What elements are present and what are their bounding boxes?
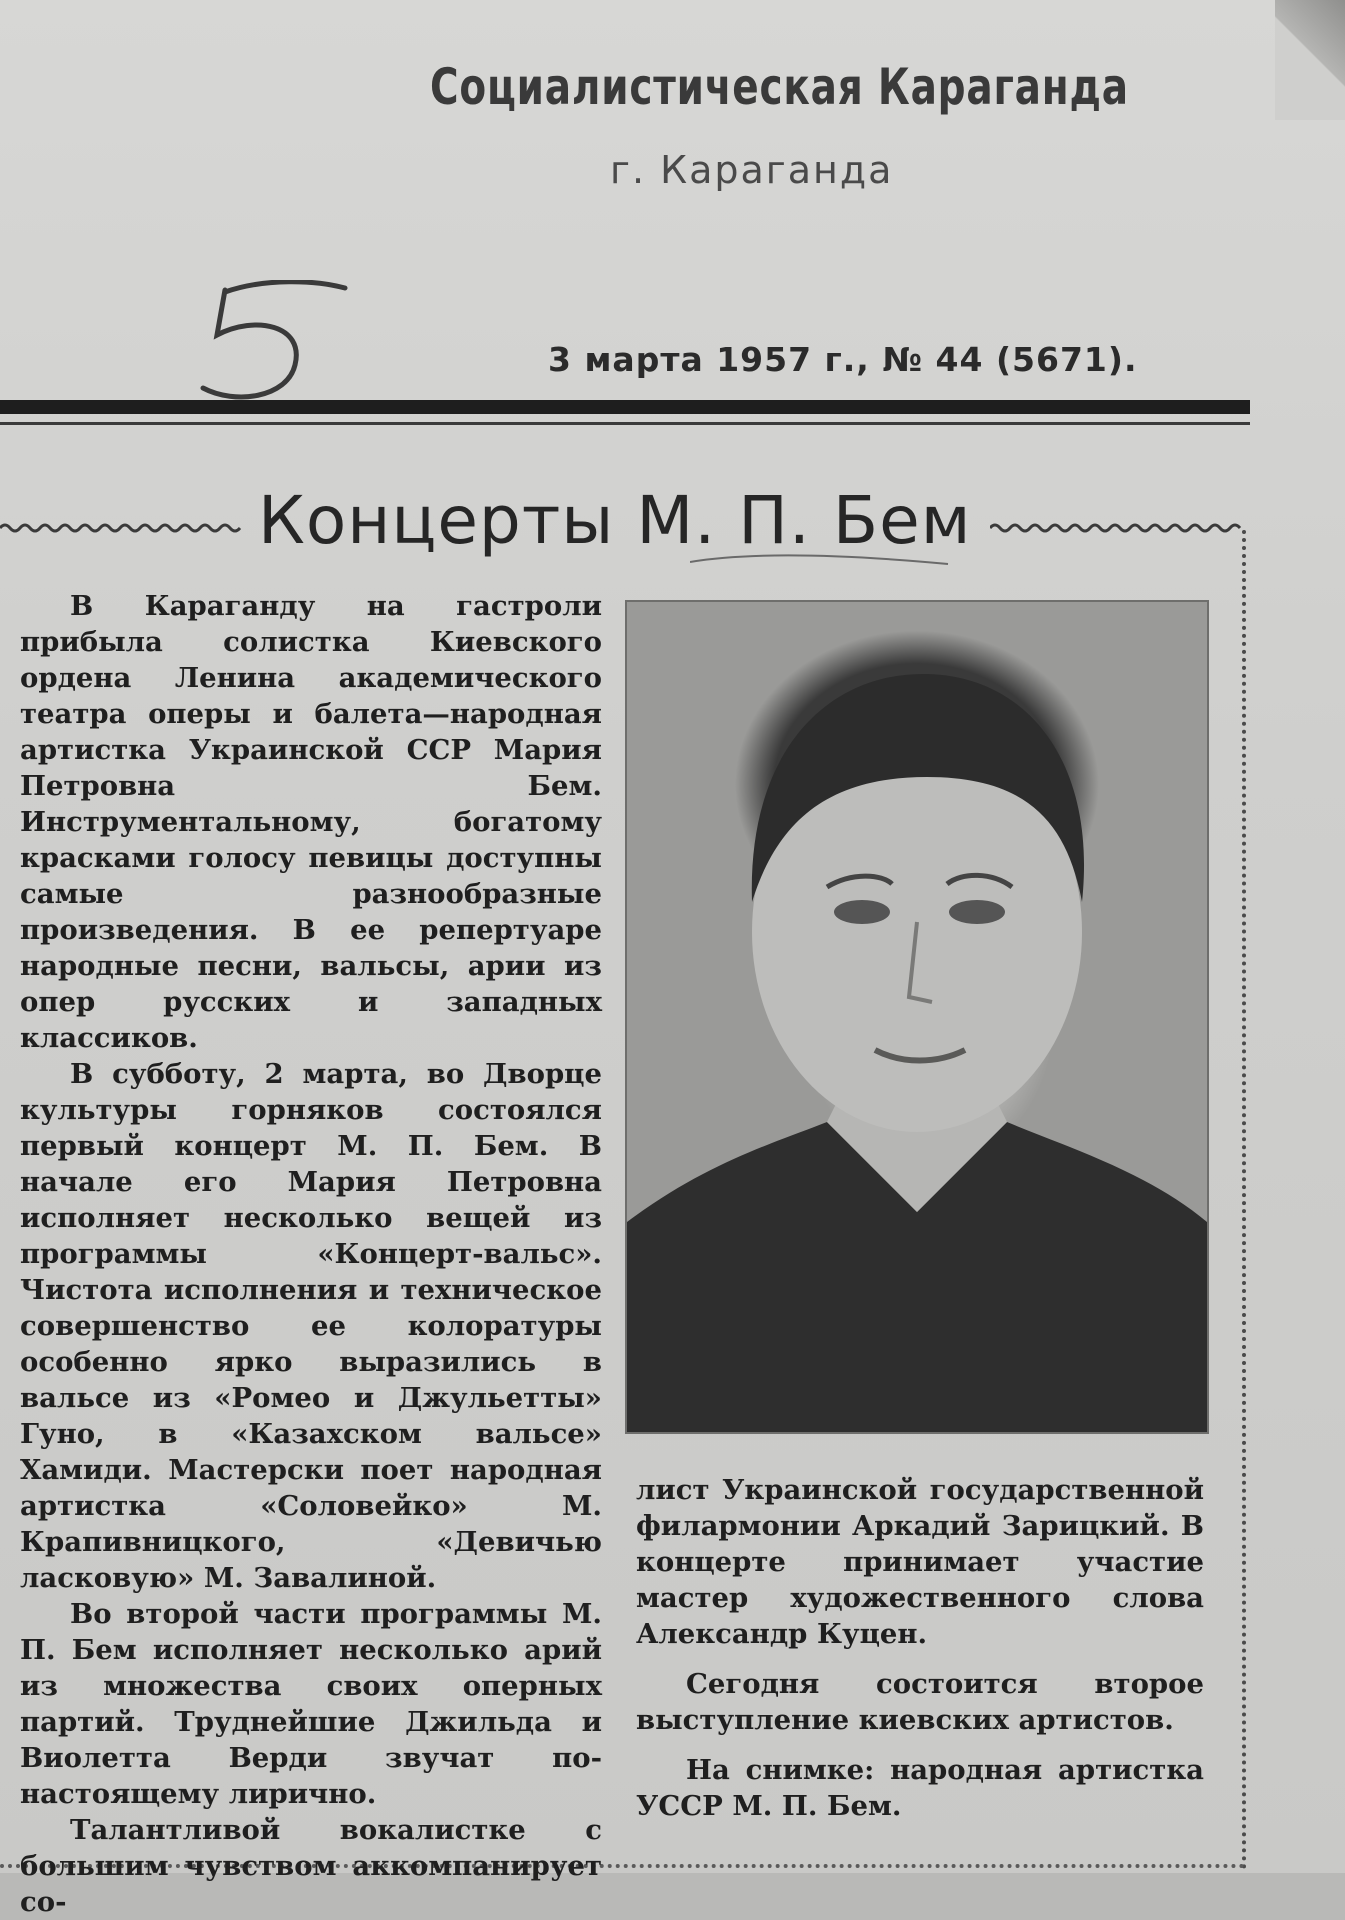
paragraph: В Караганду на гастроли прибыла солистка Киевского ордена Ленина академического театра оперы и балета—народная артистка Украинской ССР Мария Петровна Бем. Инструментальному, богатому красками голосу певицы доступны самые разнообразные произведения. В ее репертуаре народные песни, вальсы, арии из опер русских и западных классиков. [20,590,602,1054]
portrait-photo [625,600,1209,1434]
handwritten-number [195,280,355,410]
masthead-rule [0,400,1250,414]
paragraph: В субботу, 2 марта, во Дворце культуры горняков состоялся первый концерт М. П. Бем. В начале его Мария Петровна исполняет несколько вещей из программы «Концерт-вальс». Чистота исполнения и техническое совершенство ее колоратуры особенно ярко выразились в вальсе из «Ромео и Джульетты» Гуно, в «Казахском вальсе» Хамиди. Мастерски поет народная артистка «Соловейко» М. Крапивницкого, «Девичью ласковую» М. Завалиной. [20,1058,602,1594]
masthead-rule-thin [0,422,1250,425]
masthead-stamp: Социалистическая Караганда [430,58,1129,116]
folded-corner [1275,0,1345,120]
paragraph: Сегодня состоится второе выступление киевских артистов. [636,1668,1204,1736]
article-column-right [636,1472,1204,1824]
headline-ornament-right [990,518,1245,538]
masthead-city: г. Караганда [610,148,894,192]
photo-caption: На снимке: народная артистка УССР М. П. Бем. [636,1754,1204,1822]
pencil-underline [690,548,950,572]
headline-ornament-left [0,518,245,538]
issue-dateline: 3 марта 1957 г., № 44 (5671). [548,340,1138,379]
paragraph: Во второй части программы М. П. Бем исполняет несколько арий из множества своих оперных партий. Труднейшие Джильда и Виолетта Верди звучат по-настоящему лирично. [20,1598,602,1810]
paragraph: лист Украинской государственной филармонии Аркадий Зарицкий. В концерте принимает участие мастер художественного слова Александр Куцен. [636,1474,1204,1650]
article-column-left [20,588,602,1920]
article-headline: Концерты М. П. Бем [258,482,972,559]
portrait-illustration [627,602,1207,1432]
paragraph: Талантливой вокалистке с большим чувством аккомпанирует со- [20,1814,602,1918]
clipping-border-right [1242,530,1246,1870]
